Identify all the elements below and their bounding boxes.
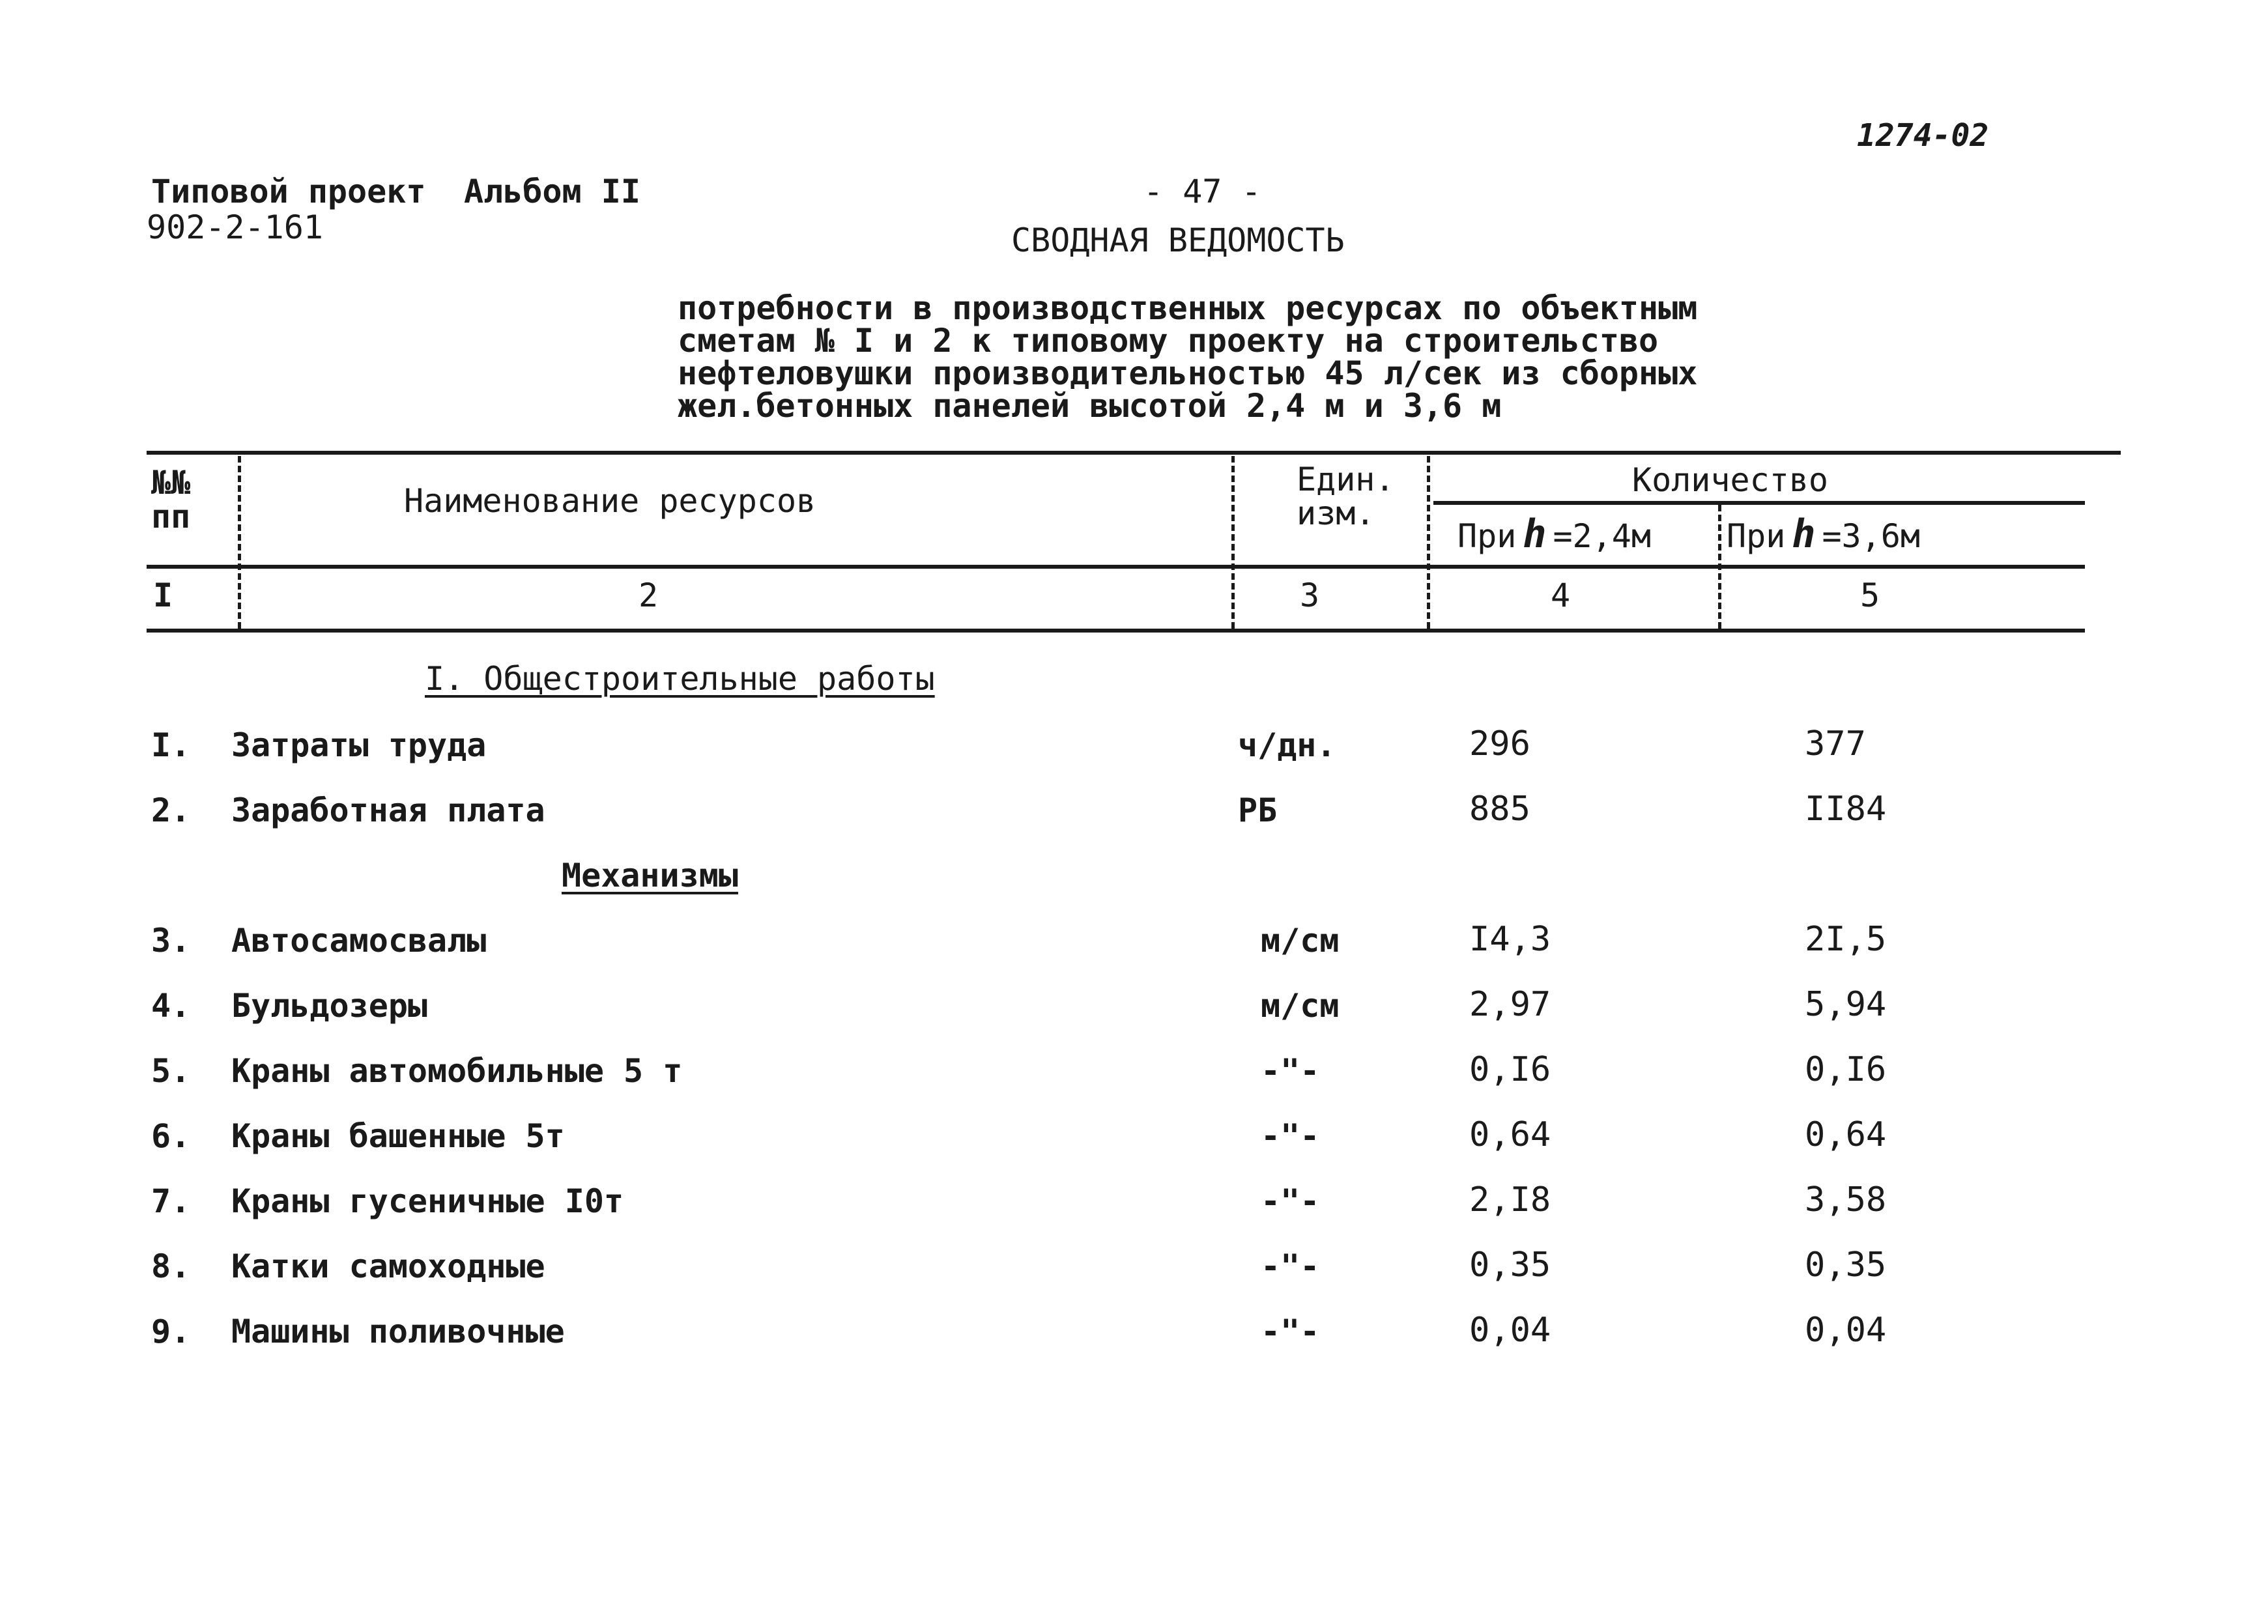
- row-value-h36: 3,58: [1805, 1180, 1887, 1219]
- row-num: 7.: [151, 1182, 191, 1220]
- row-name: Краны башенные 5т: [231, 1117, 565, 1155]
- subtitle-line-2: сметам № I и 2 к типовому проекту на строительство: [678, 322, 1659, 360]
- section-title: I. Общестроительные работы: [425, 660, 935, 698]
- row-value-h24: 0,04: [1469, 1311, 1551, 1350]
- header-col4: [1457, 511, 1651, 557]
- header-num: №№ пп: [151, 464, 191, 535]
- subtitle-line-1: потребности в производственных ресурсах по объектным: [678, 289, 1698, 327]
- handwritten-code: 1274-02: [1857, 117, 1989, 154]
- row-name: Заработная плата: [231, 791, 545, 829]
- row-num: 5.: [151, 1052, 191, 1090]
- header-unit: Един. изм.: [1297, 461, 1395, 532]
- colnum-bottom-rule: [147, 629, 2085, 633]
- row-name: Затраты труда: [231, 726, 487, 764]
- row-num: 2.: [151, 791, 191, 829]
- quantity-sub-rule: [1433, 501, 2085, 505]
- header-name: Наименование ресурсов: [404, 482, 816, 520]
- project-label: Типовой проект: [151, 173, 426, 210]
- row-num: 6.: [151, 1117, 191, 1155]
- row-value-h36: 377: [1805, 724, 1866, 763]
- col-separator-4: [1718, 505, 1721, 629]
- subtitle-line-3: нефтеловушки производительностью 45 л/сек из сборных: [678, 354, 1698, 392]
- row-unit: ч/дн.: [1238, 726, 1336, 764]
- row-unit: м/см: [1261, 922, 1340, 960]
- row-unit: -"-: [1261, 1182, 1320, 1220]
- colnum-4: 4: [1551, 577, 1571, 614]
- row-value-h36: 5,94: [1805, 985, 1887, 1024]
- row-num: 9.: [151, 1313, 191, 1350]
- row-name: Краны гусеничные I0т: [231, 1182, 624, 1220]
- row-value-h24: 296: [1469, 724, 1530, 763]
- row-unit: -"-: [1261, 1052, 1320, 1090]
- colnum-5: 5: [1860, 577, 1880, 614]
- row-value-h36: 0,64: [1805, 1115, 1887, 1154]
- row-num: I.: [151, 726, 191, 764]
- colnum-1: I: [153, 577, 173, 614]
- h-symbol-icon: h: [1792, 511, 1816, 557]
- row-value-h36: II84: [1805, 790, 1887, 829]
- col-separator-1: [238, 456, 241, 629]
- row-unit: м/см: [1261, 987, 1340, 1025]
- row-value-h24: 0,I6: [1469, 1050, 1551, 1089]
- row-value-h36: 0,I6: [1805, 1050, 1887, 1089]
- col-separator-2: [1231, 456, 1235, 629]
- row-value-h24: 0,64: [1469, 1115, 1551, 1154]
- project-number: 902-2-161: [147, 208, 323, 246]
- row-name: Автосамосвалы: [231, 922, 487, 960]
- row-value-h24: 2,I8: [1469, 1180, 1551, 1219]
- row-value-h24: I4,3: [1469, 920, 1551, 959]
- header-col4-suffix: =2,4м: [1553, 517, 1651, 555]
- header-col5-prefix: При: [1727, 517, 1786, 555]
- header-quantity: Количество: [1632, 461, 1829, 499]
- colnum-2: 2: [639, 577, 659, 614]
- document-title: СВОДНАЯ ВЕДОМОСТЬ: [1011, 221, 1345, 259]
- colnum-3: 3: [1300, 577, 1320, 614]
- col-separator-3: [1427, 456, 1430, 629]
- row-num: 4.: [151, 987, 191, 1025]
- page-number: - 47 -: [1143, 173, 1261, 210]
- row-num: 3.: [151, 922, 191, 960]
- subsection-title: Механизмы: [562, 857, 738, 894]
- h-symbol-icon: h: [1523, 511, 1547, 557]
- row-value-h36: 0,04: [1805, 1311, 1887, 1350]
- header-col5-suffix: =3,6м: [1822, 517, 1920, 555]
- subtitle-line-4: жел.бетонных панелей высотой 2,4 м и 3,6 м: [678, 387, 1502, 425]
- row-unit: -"-: [1261, 1117, 1320, 1155]
- row-unit: -"-: [1261, 1313, 1320, 1350]
- row-value-h24: 2,97: [1469, 985, 1551, 1024]
- header-col5: [1727, 511, 1920, 557]
- row-name: Катки самоходные: [231, 1247, 545, 1285]
- row-name: Бульдозеры: [231, 987, 428, 1025]
- table-top-rule: [147, 451, 2121, 455]
- row-num: 8.: [151, 1247, 191, 1285]
- row-value-h36: 0,35: [1805, 1246, 1887, 1285]
- row-name: Машины поливочные: [231, 1313, 565, 1350]
- header-bottom-rule: [147, 565, 2085, 569]
- row-value-h36: 2I,5: [1805, 920, 1887, 959]
- row-value-h24: 885: [1469, 790, 1530, 829]
- row-unit: -"-: [1261, 1247, 1320, 1285]
- album-label: Альбом II: [464, 173, 640, 210]
- row-value-h24: 0,35: [1469, 1246, 1551, 1285]
- row-name: Краны автомобильные 5 т: [231, 1052, 683, 1090]
- row-unit: РБ: [1238, 791, 1278, 829]
- header-col4-prefix: При: [1457, 517, 1517, 555]
